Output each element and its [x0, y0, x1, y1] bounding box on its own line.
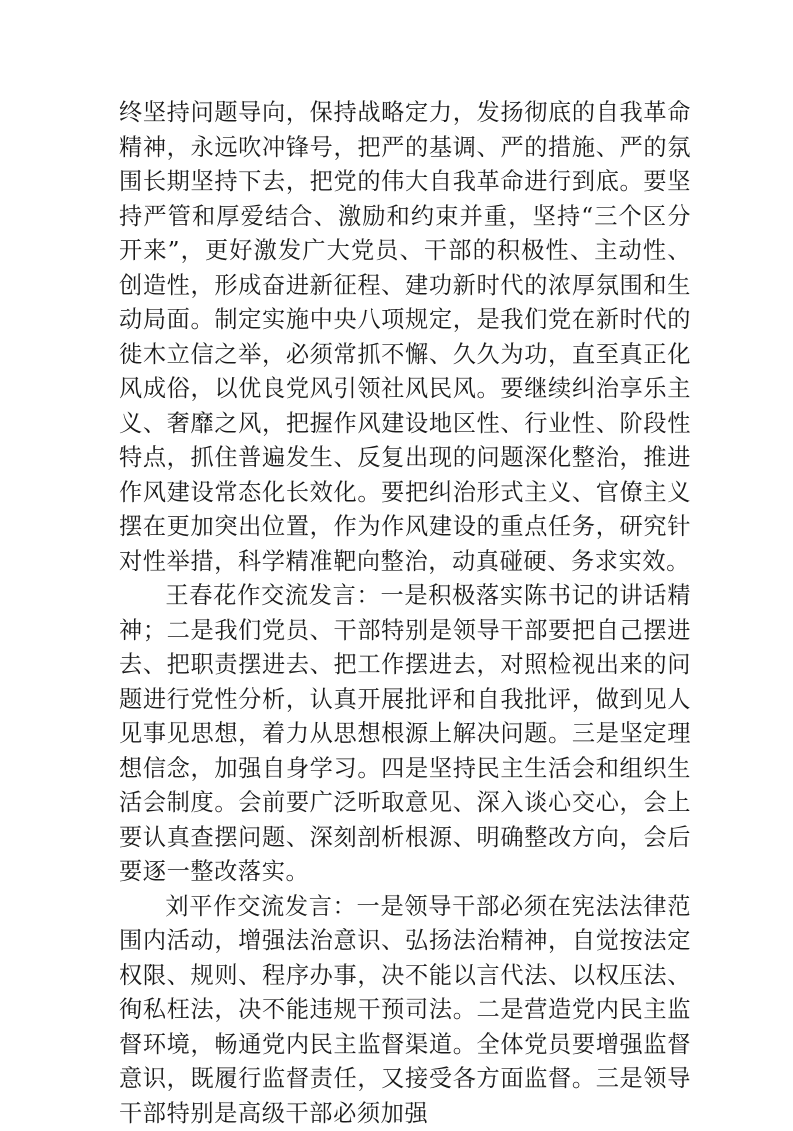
paragraph-3: 刘平作交流发言：一是领导干部必须在宪法法律范围内活动，增强法治意识、弘扬法治精神，自觉按法定权限、规则、程序办事，决不能以言代法、以权压法、徇私枉法，决不能违规干预司法。二是营造党内民主监督环境，畅通党内民主监督渠道。全体党员要增强监督意识，既履行监督责任，又接受各方面监督。三是领导干部特别是高级干部必须加强: [119, 890, 691, 1131]
paragraph-2: 王春花作交流发言：一是积极落实陈书记的讲话精神；二是我们党员、干部特别是领导干部要把自己摆进去、把职责摆进去、把工作摆进去，对照检视出来的问题进行党性分析，认真开展批评和自我批评，做到见人见事见思想，着力从思想根源上解决问题。三是坚定理想信念，加强自身学习。四是坚持民主生活会和组织生活会制度。会前要广泛听取意见、深入谈心交心，会上要认真查摆问题、深刻剖析根源、明确整改方向，会后要逐一整改落实。: [119, 579, 691, 890]
document-body: [119, 96, 691, 1131]
paragraph-1: 终坚持问题导向，保持战略定力，发扬彻底的自我革命精神，永远吹冲锋号，把严的基调、严的措施、严的氛围长期坚持下去，把党的伟大自我革命进行到底。要坚持严管和厚爱结合、激励和约束并重，坚持“三个区分开来”，更好激发广大党员、干部的积极性、主动性、创造性，形成奋进新征程、建功新时代的浓厚氛围和生动局面。制定实施中央八项规定，是我们党在新时代的徙木立信之举，必须常抓不懈、久久为功，直至真正化风成俗，以优良党风引领社风民风。要继续纠治享乐主义、奢靡之风，把握作风建设地区性、行业性、阶段性特点，抓住普遍发生、反复出现的问题深化整治，推进作风建设常态化长效化。要把纠治形式主义、官僚主义摆在更加突出位置，作为作风建设的重点任务，研究针对性举措，科学精准靶向整治，动真碰硬、务求实效。: [119, 96, 691, 579]
